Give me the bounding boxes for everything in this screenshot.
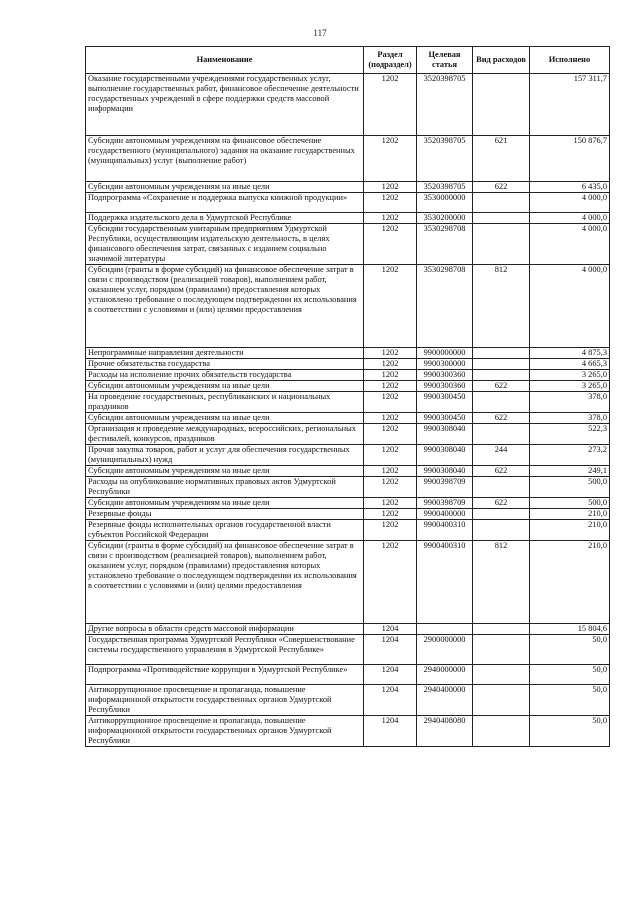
cell-section: 1202 xyxy=(364,477,417,498)
cell-executed: 249,1 xyxy=(530,466,610,477)
cell-executed: 50,0 xyxy=(530,635,610,665)
cell-article: 9900000000 xyxy=(417,348,473,359)
cell-executed: 273,2 xyxy=(530,445,610,466)
cell-section: 1202 xyxy=(364,392,417,413)
cell-executed: 50,0 xyxy=(530,665,610,685)
table-row xyxy=(86,413,610,424)
table-row xyxy=(86,498,610,509)
cell-kind xyxy=(473,348,530,359)
cell-kind: 812 xyxy=(473,541,530,624)
cell-article: 9900308040 xyxy=(417,445,473,466)
table-row xyxy=(86,685,610,716)
table-row xyxy=(86,136,610,182)
cell-name: Поддержка издательского дела в Удмуртской Республике xyxy=(86,213,364,224)
table-row xyxy=(86,509,610,520)
cell-article: 9900400310 xyxy=(417,541,473,624)
cell-kind xyxy=(473,477,530,498)
cell-kind: 622 xyxy=(473,413,530,424)
cell-article: 3520398705 xyxy=(417,136,473,182)
table-row xyxy=(86,716,610,747)
cell-kind xyxy=(473,685,530,716)
cell-kind xyxy=(473,509,530,520)
table-row xyxy=(86,348,610,359)
page-number: 117 xyxy=(313,28,327,38)
table-body xyxy=(86,74,610,747)
cell-article: 9900398709 xyxy=(417,477,473,498)
cell-article: 9900398709 xyxy=(417,498,473,509)
cell-section: 1202 xyxy=(364,370,417,381)
cell-kind: 622 xyxy=(473,381,530,392)
cell-executed: 378,0 xyxy=(530,392,610,413)
cell-section: 1202 xyxy=(364,520,417,541)
table-row xyxy=(86,370,610,381)
table-row xyxy=(86,182,610,193)
cell-name: Расходы на исполнение прочих обязательств государства xyxy=(86,370,364,381)
cell-section: 1202 xyxy=(364,136,417,182)
table-row xyxy=(86,445,610,466)
cell-article: 3520398705 xyxy=(417,182,473,193)
header-article: Целевая статья xyxy=(417,47,473,74)
cell-name: Организация и проведение международных, всероссийских, региональных фестивалей, конкурсов, праздников xyxy=(86,424,364,445)
cell-section: 1204 xyxy=(364,665,417,685)
cell-executed: 4 000,0 xyxy=(530,265,610,348)
cell-article: 9900300360 xyxy=(417,381,473,392)
table-row xyxy=(86,392,610,413)
cell-kind xyxy=(473,359,530,370)
cell-name: Субсидии автономным учреждениям на иные цели xyxy=(86,466,364,477)
cell-executed: 210,0 xyxy=(530,509,610,520)
cell-kind xyxy=(473,716,530,747)
cell-kind: 621 xyxy=(473,136,530,182)
cell-name: Субсидии государственным унитарным предприятиям Удмуртской Республики, осуществляющим издательскую деятельность, в целях финансового обеспечения затрат, связанных с изданием социально значимой литературы xyxy=(86,224,364,265)
cell-section: 1204 xyxy=(364,685,417,716)
table-row xyxy=(86,359,610,370)
cell-name: Резервные фонды xyxy=(86,509,364,520)
cell-name: Резервные фонды исполнительных органов государственной власти субъектов Российской Федерации xyxy=(86,520,364,541)
cell-executed: 3 265,0 xyxy=(530,381,610,392)
cell-executed: 15 804,6 xyxy=(530,624,610,635)
cell-article: 2940408080 xyxy=(417,716,473,747)
cell-article: 3530000000 xyxy=(417,193,473,213)
cell-section: 1204 xyxy=(364,635,417,665)
table-row xyxy=(86,520,610,541)
table-row xyxy=(86,74,610,136)
cell-name: Субсидии автономным учреждениям на финансовое обеспечение государственного (муниципального) задания на оказание государственных (муниципальных) услуг (выполнение работ) xyxy=(86,136,364,182)
cell-name: Субсидии автономным учреждениям на иные цели xyxy=(86,182,364,193)
cell-article: 2900000000 xyxy=(417,635,473,665)
cell-section: 1204 xyxy=(364,716,417,747)
cell-executed: 50,0 xyxy=(530,716,610,747)
cell-executed: 4 875,3 xyxy=(530,348,610,359)
cell-name: Государственная программа Удмуртской Республики «Совершенствование системы государственного управления в Удмуртской Республике» xyxy=(86,635,364,665)
cell-kind xyxy=(473,665,530,685)
header-section: Раздел (подраздел) xyxy=(364,47,417,74)
cell-name: Антикоррупционное просвещение и пропаганда, повышение информационной открытости государственных органов Удмуртской Республики xyxy=(86,685,364,716)
table-row xyxy=(86,665,610,685)
budget-table xyxy=(85,46,610,747)
cell-executed: 4 665,3 xyxy=(530,359,610,370)
cell-article: 9900300450 xyxy=(417,392,473,413)
cell-article: 9900300450 xyxy=(417,413,473,424)
cell-article: 2940000000 xyxy=(417,665,473,685)
cell-name: Другие вопросы в области средств массовой информации xyxy=(86,624,364,635)
cell-kind xyxy=(473,213,530,224)
cell-executed: 210,0 xyxy=(530,541,610,624)
cell-executed: 3 265,0 xyxy=(530,370,610,381)
table-row xyxy=(86,224,610,265)
cell-kind xyxy=(473,74,530,136)
cell-section: 1202 xyxy=(364,413,417,424)
cell-name: Субсидии (гранты в форме субсидий) на финансовое обеспечение затрат в связи с производством (реализацией товаров), выполнением работ, оказанием услуг, порядком (правилами) предоставления которых установлено требование о последующем подтверждении их использования в соответствии с условиями и (или) целями предоставления xyxy=(86,541,364,624)
cell-section: 1202 xyxy=(364,182,417,193)
cell-section: 1202 xyxy=(364,509,417,520)
cell-article: 9900308040 xyxy=(417,424,473,445)
cell-article: 9900300360 xyxy=(417,370,473,381)
cell-name: Оказание государственными учреждениями государственных услуг, выполнение государственных работ, финансовое обеспечение деятельности государственных учреждений в сфере поддержки средств массовой информации xyxy=(86,74,364,136)
cell-name: Прочая закупка товаров, работ и услуг для обеспечения государственных (муниципальных) нужд xyxy=(86,445,364,466)
cell-section: 1202 xyxy=(364,74,417,136)
cell-executed: 4 000,0 xyxy=(530,224,610,265)
table-row xyxy=(86,265,610,348)
cell-article: 9900400000 xyxy=(417,509,473,520)
cell-section: 1202 xyxy=(364,498,417,509)
cell-section: 1202 xyxy=(364,359,417,370)
cell-section: 1202 xyxy=(364,193,417,213)
cell-executed: 500,0 xyxy=(530,477,610,498)
header-executed: Исполнено xyxy=(530,47,610,74)
cell-executed: 50,0 xyxy=(530,685,610,716)
cell-executed: 6 435,0 xyxy=(530,182,610,193)
table-row xyxy=(86,466,610,477)
cell-executed: 210,0 xyxy=(530,520,610,541)
cell-article xyxy=(417,624,473,635)
cell-kind: 622 xyxy=(473,466,530,477)
cell-section: 1202 xyxy=(364,424,417,445)
cell-kind: 622 xyxy=(473,182,530,193)
header-name: Наименование xyxy=(86,47,364,74)
cell-kind xyxy=(473,224,530,265)
cell-name: Антикоррупционное просвещение и пропаганда, повышение информационной открытости государственных органов Удмуртской Республики xyxy=(86,716,364,747)
cell-executed: 378,0 xyxy=(530,413,610,424)
cell-kind xyxy=(473,520,530,541)
cell-name: Подпрограмма «Противодействие коррупции в Удмуртской Республике» xyxy=(86,665,364,685)
cell-name: Непрограммные направления деятельности xyxy=(86,348,364,359)
table-header-row xyxy=(86,47,610,74)
cell-article: 3530200000 xyxy=(417,213,473,224)
cell-section: 1202 xyxy=(364,348,417,359)
table-row xyxy=(86,635,610,665)
table-row xyxy=(86,381,610,392)
cell-name: Субсидии автономным учреждениям на иные цели xyxy=(86,381,364,392)
cell-name: Субсидии автономным учреждениям на иные цели xyxy=(86,498,364,509)
cell-section: 1202 xyxy=(364,466,417,477)
cell-article: 9900300000 xyxy=(417,359,473,370)
cell-article: 9900400310 xyxy=(417,520,473,541)
cell-article: 3530298708 xyxy=(417,265,473,348)
cell-executed: 4 000,0 xyxy=(530,193,610,213)
cell-article: 3530298708 xyxy=(417,224,473,265)
cell-kind: 622 xyxy=(473,498,530,509)
cell-executed: 157 311,7 xyxy=(530,74,610,136)
cell-executed: 500,0 xyxy=(530,498,610,509)
cell-section: 1202 xyxy=(364,224,417,265)
cell-section: 1202 xyxy=(364,541,417,624)
table-row xyxy=(86,477,610,498)
cell-section: 1202 xyxy=(364,213,417,224)
cell-executed: 4 000,0 xyxy=(530,213,610,224)
cell-kind: 812 xyxy=(473,265,530,348)
cell-kind xyxy=(473,635,530,665)
cell-kind: 244 xyxy=(473,445,530,466)
cell-executed: 522,3 xyxy=(530,424,610,445)
cell-article: 3520398705 xyxy=(417,74,473,136)
table-row xyxy=(86,624,610,635)
cell-section: 1202 xyxy=(364,381,417,392)
cell-name: Прочие обязательства государства xyxy=(86,359,364,370)
cell-name: Подпрограмма «Сохранение и поддержка выпуска книжной продукции» xyxy=(86,193,364,213)
cell-section: 1202 xyxy=(364,445,417,466)
cell-name: Субсидии (гранты в форме субсидий) на финансовое обеспечение затрат в связи с производством (реализацией товаров), выполнением работ, оказанием услуг, порядком (правилами) предоставления которых установлено требование о последующем подтверждении их использования в соответствии с условиями и (или) целями предоставления xyxy=(86,265,364,348)
cell-kind xyxy=(473,624,530,635)
cell-kind xyxy=(473,392,530,413)
cell-article: 9900308040 xyxy=(417,466,473,477)
cell-executed: 150 876,7 xyxy=(530,136,610,182)
table-row xyxy=(86,541,610,624)
cell-name: На проведение государственных, республиканских и национальных праздников xyxy=(86,392,364,413)
cell-kind xyxy=(473,424,530,445)
table-row xyxy=(86,193,610,213)
table-row xyxy=(86,213,610,224)
table-row xyxy=(86,424,610,445)
cell-section: 1202 xyxy=(364,265,417,348)
cell-kind xyxy=(473,370,530,381)
cell-section: 1204 xyxy=(364,624,417,635)
cell-name: Расходы на опубликование нормативных правовых актов Удмуртской Республики xyxy=(86,477,364,498)
header-kind: Вид расходов xyxy=(473,47,530,74)
cell-kind xyxy=(473,193,530,213)
cell-article: 2940400000 xyxy=(417,685,473,716)
cell-name: Субсидии автономным учреждениям на иные цели xyxy=(86,413,364,424)
